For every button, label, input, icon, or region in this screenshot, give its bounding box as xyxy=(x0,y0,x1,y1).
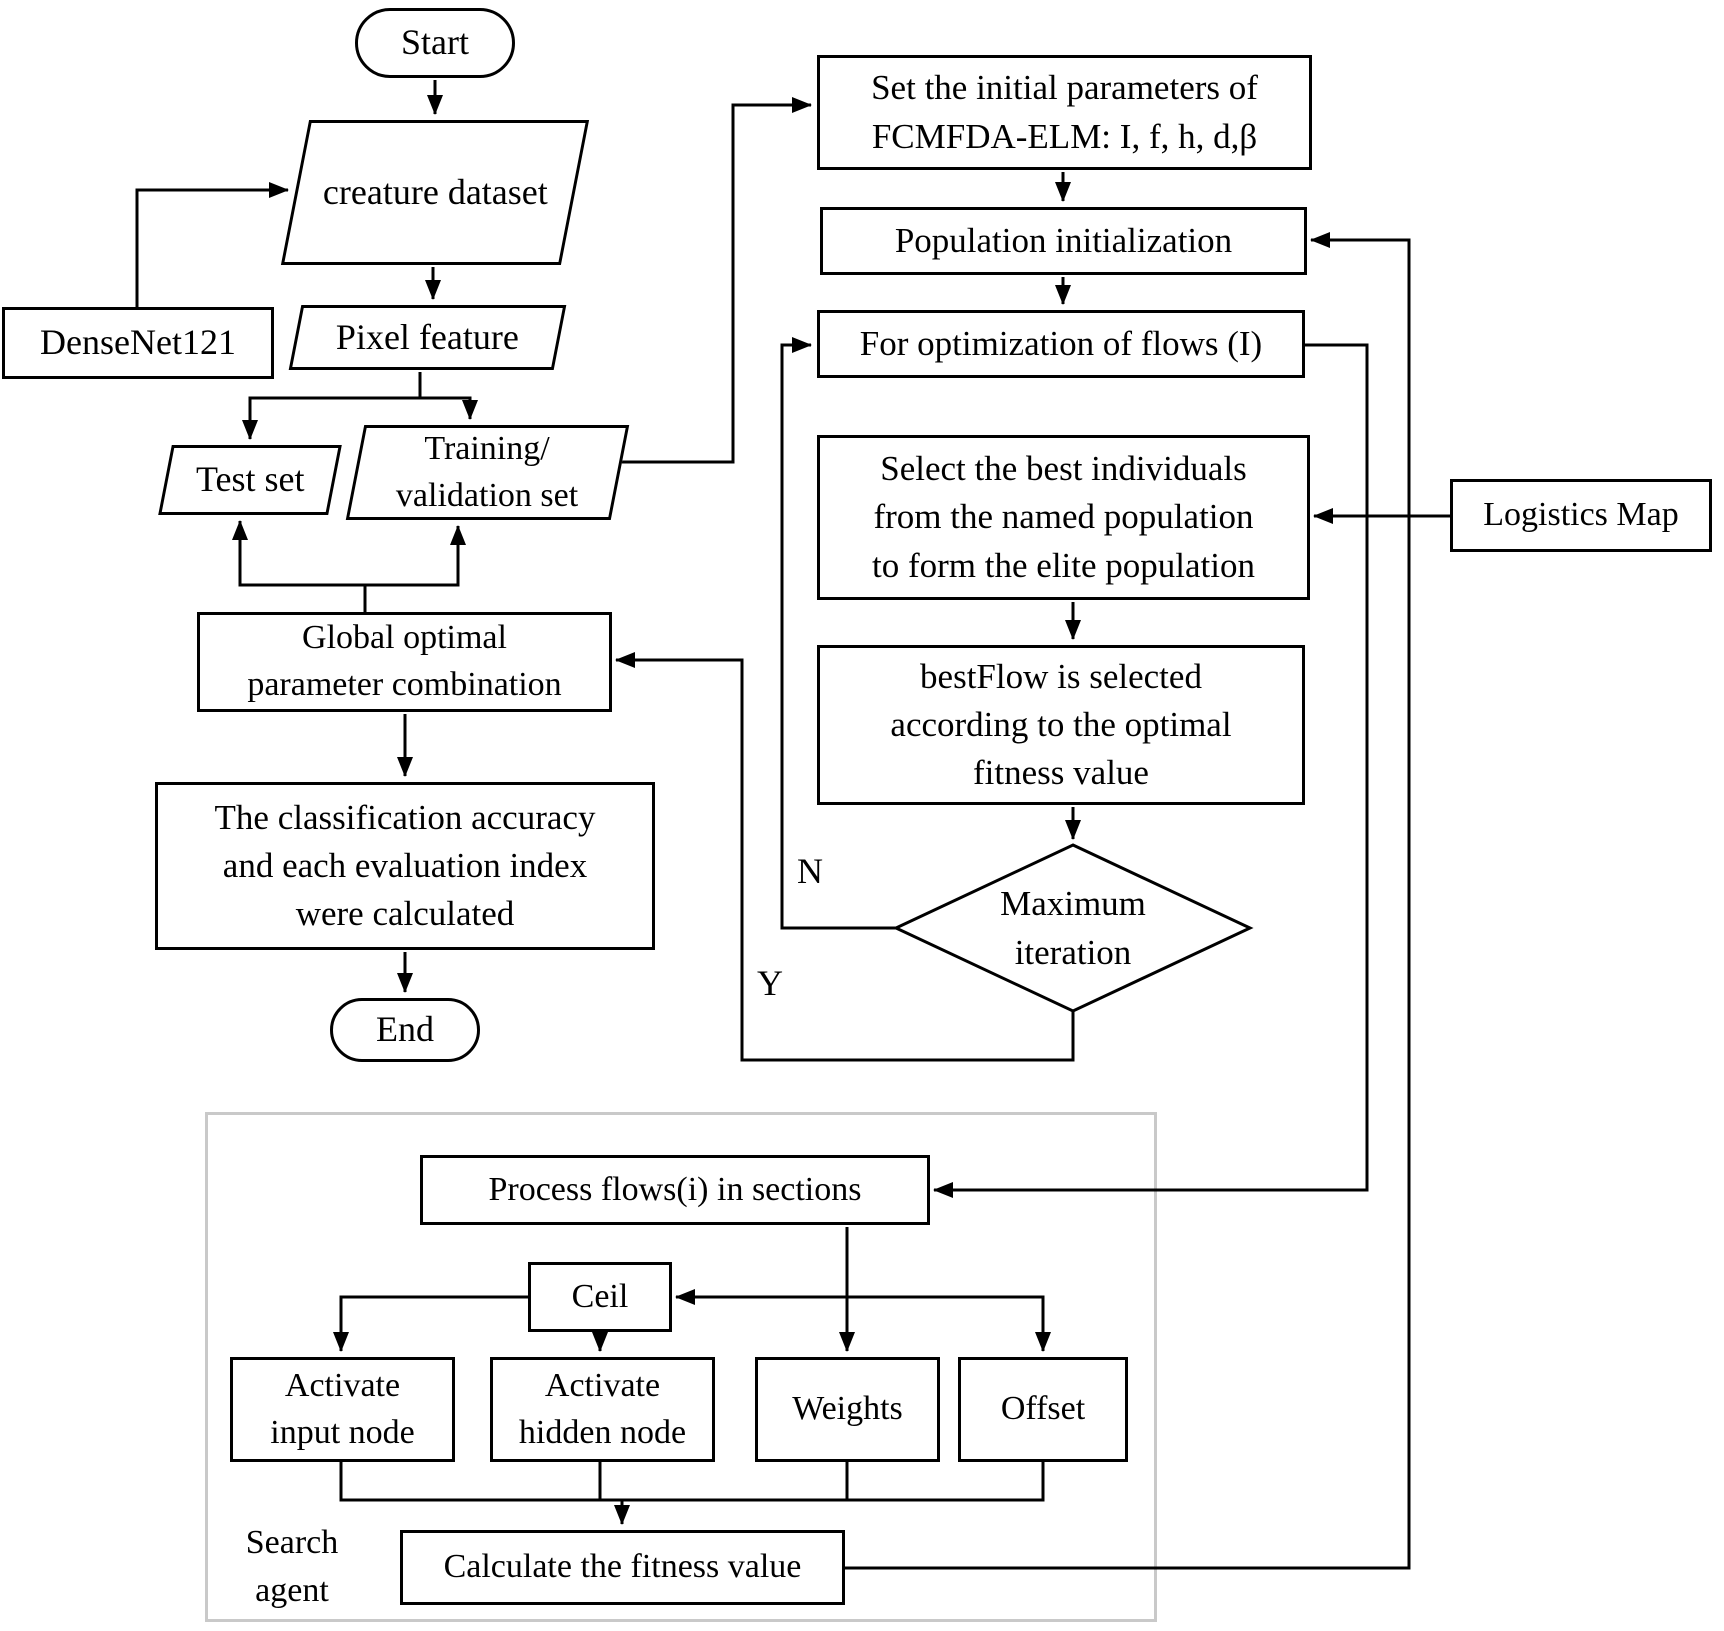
end-node xyxy=(330,998,480,1062)
training-set-line: Training/ xyxy=(424,429,551,467)
global-optimal-line: Global optimal xyxy=(302,619,507,657)
classification-line: The classification accuracy xyxy=(214,797,596,837)
activate-input-line: Activate xyxy=(284,1366,401,1404)
test-set-label: Test set xyxy=(195,459,305,500)
training-set-line: validation set xyxy=(396,476,579,514)
set-params-line: Set the initial parameters of xyxy=(871,68,1258,108)
process-flows-node xyxy=(420,1155,930,1225)
search-agent-label xyxy=(222,1522,362,1612)
densenet121-label: DenseNet121 xyxy=(40,322,236,363)
calculate-fitness-node xyxy=(400,1530,845,1605)
classification-accuracy-node xyxy=(155,782,655,950)
weights-node xyxy=(755,1357,940,1462)
training-validation-set-node xyxy=(346,425,629,520)
for-optimization-label: For optimization of flows (I) xyxy=(859,323,1263,363)
process-flows-label: Process flows(i) in sections xyxy=(488,1170,862,1208)
global-optimal-line: parameter combination xyxy=(247,666,562,703)
search-agent-line: agent xyxy=(255,1572,329,1609)
activate-hidden-node xyxy=(490,1357,715,1462)
creature-dataset-label: creature dataset xyxy=(322,171,548,212)
ceil-node xyxy=(528,1262,672,1332)
creature-dataset-node xyxy=(281,120,589,265)
max-iteration-line: Maximum xyxy=(1000,884,1146,923)
densenet121-node xyxy=(2,307,274,379)
edge-bus-to-calculate xyxy=(340,1462,1045,1524)
activate-hidden-line: hidden node xyxy=(518,1413,687,1451)
select-best-line: Select the best individuals xyxy=(880,449,1247,489)
set-initial-parameters-node xyxy=(817,55,1312,170)
max-iteration-line: iteration xyxy=(1014,933,1132,972)
search-agent-line: Search xyxy=(245,1524,339,1562)
edge-diamond-no-to-foropt xyxy=(782,345,898,928)
logistics-map-node xyxy=(1450,479,1712,552)
edge-ceil-to-activate-input xyxy=(341,1297,528,1351)
global-optimal-node xyxy=(197,612,612,712)
population-initialization-label: Population initialization xyxy=(894,220,1233,260)
end-label: End xyxy=(376,1009,434,1050)
activate-hidden-line: Activate xyxy=(544,1366,661,1404)
edge-densenet-to-creature xyxy=(137,190,288,307)
for-optimization-node xyxy=(817,310,1305,378)
activate-input-line: input node xyxy=(270,1413,415,1451)
offset-label: Offset xyxy=(1000,1390,1086,1428)
bestflow-line: fitness value xyxy=(973,753,1149,793)
branch-label-yes: Y xyxy=(757,963,783,1003)
edge-global-to-training xyxy=(365,526,458,585)
start-label: Start xyxy=(401,22,469,63)
calculate-fitness-label: Calculate the fitness value xyxy=(443,1548,802,1586)
edge-pixel-to-training xyxy=(420,398,470,419)
edge-stem-to-offset xyxy=(847,1297,1043,1351)
population-initialization-node xyxy=(820,207,1307,275)
bestflow-node xyxy=(817,645,1305,805)
logistics-map-label: Logistics Map xyxy=(1483,496,1679,534)
max-iteration-decision xyxy=(953,866,1193,990)
set-params-line: FCMFDA-ELM: I, f, h, d,β xyxy=(871,116,1258,156)
classification-line: were calculated xyxy=(295,894,515,934)
activate-input-node xyxy=(230,1357,455,1462)
classification-line: and each evaluation index xyxy=(222,845,588,885)
pixel-feature-label: Pixel feature xyxy=(336,316,519,357)
branch-label-no: N xyxy=(797,851,823,891)
start-node xyxy=(355,8,515,78)
offset-node xyxy=(958,1357,1128,1462)
ceil-label: Ceil xyxy=(571,1277,629,1315)
select-best-line: from the named population xyxy=(873,497,1254,537)
bestflow-line: according to the optimal xyxy=(890,704,1232,744)
select-best-line: to form the elite population xyxy=(872,545,1255,585)
pixel-feature-node xyxy=(289,305,567,370)
weights-label: Weights xyxy=(792,1390,903,1428)
edge-global-to-test xyxy=(240,521,365,614)
bestflow-line: bestFlow is selected xyxy=(920,656,1202,696)
test-set-node xyxy=(158,445,342,515)
select-best-individuals-node xyxy=(817,435,1310,600)
